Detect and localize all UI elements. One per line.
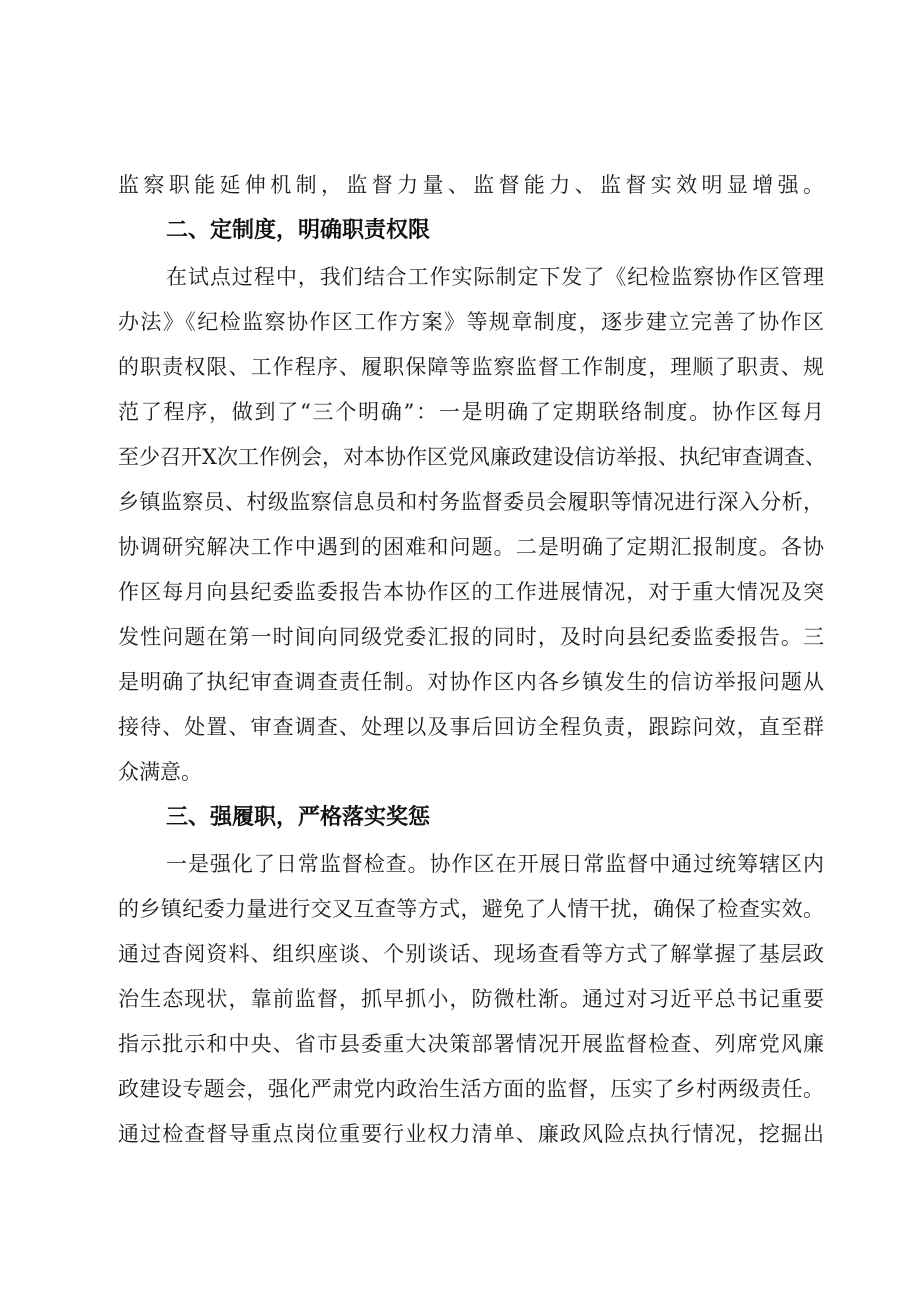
section-3-line: 的乡镇纪委力量进行交叉互查等方式，避免了人情干扰，确保了检查实效。 — [118, 897, 824, 921]
section-2-line: 是明确了执纪审查调查责任制。对协作区内各乡镇发生的信访举报问题从 — [118, 670, 824, 694]
section-2-line: 乡镇监察员、村级监察信息员和村务监督委员会履职等情况进行深入分析， — [118, 490, 824, 514]
section-2-line: 至少召开X次工作例会，对本协作区党风廉政建设信访举报、执纪审查调查、 — [118, 445, 826, 469]
section-3-line: 政建设专题会，强化严肃党内政治生活方面的监督，压实了乡村两级责任。 — [118, 1077, 824, 1101]
intro-line: 监察职能延伸机制，监督力量、监督能力、监督实效明显增强。 — [118, 173, 824, 197]
section-2-line: 作区每月向县纪委监委报告本协作区的工作进展情况，对于重大情况及突 — [118, 580, 824, 604]
section-3-heading: 三、强履职，严格落实奖惩 — [166, 805, 431, 830]
section-2-line: 范了程序，做到了“三个明确”：一是明确了定期联络制度。协作区每月 — [118, 400, 824, 424]
section-2-line: 众满意。 — [118, 760, 202, 784]
section-2-line: 接待、处置、审查调查、处理以及事后回访全程负责，跟踪问效，直至群 — [118, 715, 824, 739]
section-2-line: 在试点过程中，我们结合工作实际制定下发了《纪检监察协作区管理 — [166, 265, 824, 289]
section-3-line: 指示批示和中央、省市县委重大决策部署情况开展监督检查、列席党风廉 — [118, 1032, 824, 1056]
section-2-line: 办法》《纪检监察协作区工作方案》等规章制度，逐步建立完善了协作区 — [118, 310, 824, 334]
section-3-line: 通过杳阅资料、组织座谈、个别谈话、现场查看等方式了解掌握了基层政 — [118, 942, 824, 966]
section-3-line: 一是强化了日常监督检查。协作区在开展日常监督中通过统筹辖区内 — [166, 852, 824, 876]
section-3-line: 通过检查督导重点岗位重要行业权力清单、廉政风险点执行情况，挖掘出 — [118, 1122, 824, 1146]
section-2-heading: 二、定制度，明确职责权限 — [166, 218, 431, 243]
section-2-line: 发性问题在第一时间向同级党委汇报的同时，及时向县纪委监委报告。三 — [118, 625, 824, 649]
section-2-line: 的职责权限、工作程序、履职保障等监察监督工作制度，理顺了职责、规 — [118, 355, 824, 379]
section-2-line: 协调研究解决工作中遇到的困难和问题。二是明确了定期汇报制度。各协 — [118, 535, 824, 559]
section-3-line: 治生态现状，靠前监督，抓早抓小，防微杜渐。通过对习近平总书记重要 — [118, 987, 824, 1011]
